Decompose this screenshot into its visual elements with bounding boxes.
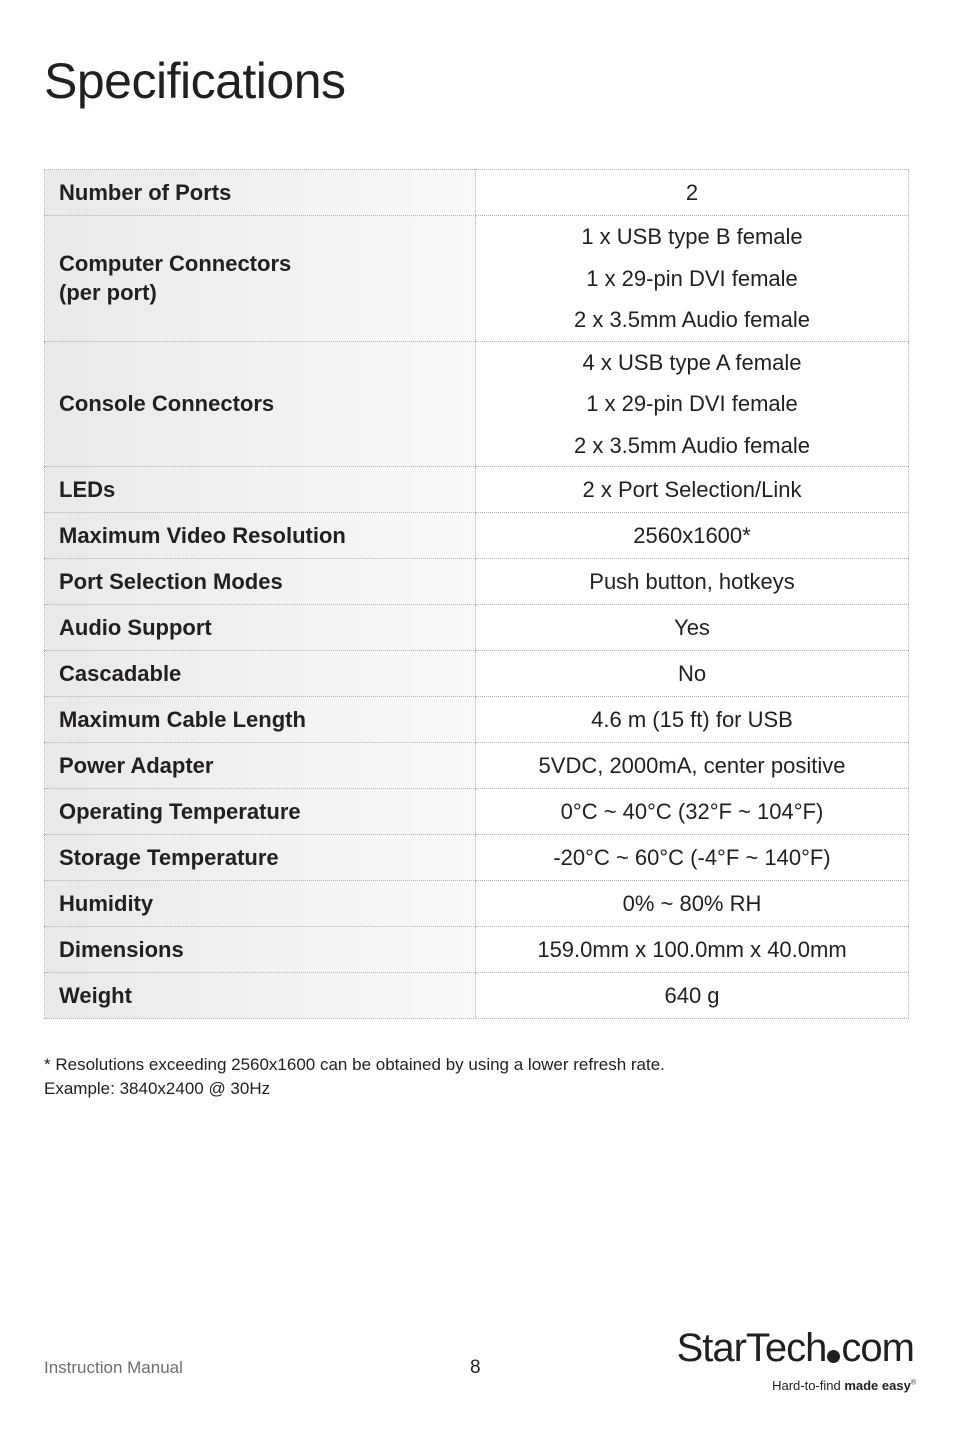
spec-value bbox=[476, 973, 909, 1019]
spec-label bbox=[45, 216, 476, 342]
spec-label bbox=[45, 341, 476, 467]
spec-row bbox=[45, 170, 909, 216]
spec-value-line: 4 x USB type A female bbox=[582, 349, 802, 375]
spec-value bbox=[476, 881, 909, 927]
spec-label bbox=[45, 789, 476, 835]
spec-label bbox=[45, 927, 476, 973]
spec-value-line: 1 x USB type B female bbox=[581, 224, 803, 249]
logo-tagline bbox=[772, 1378, 916, 1393]
spec-value-line: -20°C ~ 60°C (-4°F ~ 140°F) bbox=[553, 844, 831, 870]
spec-label-text: Number of Ports bbox=[59, 180, 232, 205]
spec-label-text: Maximum Video Resolution bbox=[59, 523, 346, 548]
logo-tagline-regular: Hard-to-find bbox=[772, 1378, 845, 1393]
spec-value bbox=[476, 835, 909, 881]
spec-value bbox=[476, 743, 909, 789]
spec-row bbox=[45, 881, 909, 927]
spec-label-text: Weight bbox=[59, 983, 132, 1008]
footnote-line-2: Example: 3840x2400 @ 30Hz bbox=[44, 1079, 271, 1098]
spec-value bbox=[476, 651, 909, 697]
spec-value-line: 2 x 3.5mm Audio female bbox=[573, 432, 810, 458]
spec-row bbox=[45, 973, 909, 1019]
spec-value bbox=[476, 513, 909, 559]
spec-label-text: Audio Support bbox=[59, 615, 212, 640]
spec-label bbox=[45, 973, 476, 1019]
spec-label-text: (per port) bbox=[59, 280, 157, 306]
spec-value bbox=[476, 170, 909, 216]
spec-row bbox=[45, 697, 909, 743]
spec-label bbox=[45, 559, 476, 605]
spec-label-text: Humidity bbox=[59, 891, 154, 916]
spec-value-line: 2 x 3.5mm Audio female bbox=[573, 307, 810, 332]
page-title: Specifications bbox=[44, 53, 346, 109]
spec-label-text: Storage Temperature bbox=[59, 845, 279, 870]
spec-value-line: 1 x 29-pin DVI female bbox=[586, 391, 798, 416]
startech-logo bbox=[670, 1326, 920, 1398]
spec-label bbox=[45, 835, 476, 881]
spec-label bbox=[45, 605, 476, 651]
spec-label bbox=[45, 513, 476, 559]
spec-value bbox=[476, 341, 909, 467]
spec-value bbox=[476, 559, 909, 605]
logo-brand-right: com bbox=[841, 1326, 914, 1370]
spec-row bbox=[45, 216, 909, 342]
spec-row bbox=[45, 513, 909, 559]
specifications-table bbox=[44, 169, 909, 1019]
spec-value-line: Push button, hotkeys bbox=[589, 568, 795, 594]
spec-value-line: 4.6 m (15 ft) for USB bbox=[591, 706, 793, 732]
footnote-line-1: * Resolutions exceeding 2560x1600 can be obtained by using a lower refresh rate. bbox=[44, 1055, 665, 1074]
spec-value-line: 2560x1600* bbox=[633, 522, 751, 548]
spec-label-text: Dimensions bbox=[59, 937, 184, 962]
footnote bbox=[44, 1053, 665, 1101]
spec-label-text: Cascadable bbox=[59, 661, 182, 686]
spec-label bbox=[45, 651, 476, 697]
spec-label-text: Maximum Cable Length bbox=[59, 707, 306, 732]
spec-row bbox=[45, 467, 909, 513]
spec-label-text: Operating Temperature bbox=[59, 799, 301, 824]
page-number: 8 bbox=[470, 1357, 481, 1378]
spec-label bbox=[45, 697, 476, 743]
spec-label-text: Console Connectors bbox=[59, 391, 275, 417]
spec-value-line: 640 g bbox=[664, 982, 720, 1008]
spec-row bbox=[45, 835, 909, 881]
spec-value-line: 1 x 29-pin DVI female bbox=[586, 265, 798, 291]
spec-value-line: 2 x Port Selection/Link bbox=[582, 476, 802, 502]
spec-row bbox=[45, 789, 909, 835]
spec-row bbox=[45, 559, 909, 605]
spec-value-line: 0°C ~ 40°C (32°F ~ 104°F) bbox=[560, 798, 824, 824]
spec-value-line: Yes bbox=[674, 614, 710, 640]
logo-wordmark bbox=[677, 1326, 914, 1371]
spec-value-line: 159.0mm x 100.0mm x 40.0mm bbox=[537, 936, 847, 962]
spec-label-text: Computer Connectors bbox=[59, 251, 292, 277]
spec-row bbox=[45, 605, 909, 651]
spec-value-line: 0% ~ 80% RH bbox=[622, 890, 762, 916]
spec-label-text: Power Adapter bbox=[59, 753, 214, 778]
logo-brand-left: StarTech bbox=[676, 1326, 827, 1370]
spec-value-line: No bbox=[677, 660, 707, 686]
footer-document-name: Instruction Manual bbox=[44, 1358, 183, 1377]
spec-value bbox=[476, 697, 909, 743]
spec-row bbox=[45, 743, 909, 789]
spec-value bbox=[476, 216, 909, 342]
spec-value bbox=[476, 789, 909, 835]
spec-label-text: LEDs bbox=[59, 477, 116, 502]
spec-value-line: 2 bbox=[685, 179, 699, 205]
logo-registered-mark: ® bbox=[910, 1379, 916, 1387]
logo-dot-icon bbox=[827, 1350, 840, 1363]
spec-value-line: 5VDC, 2000mA, center positive bbox=[538, 752, 846, 778]
spec-label bbox=[45, 881, 476, 927]
logo-tagline-bold: made easy bbox=[844, 1378, 911, 1393]
spec-label bbox=[45, 170, 476, 216]
spec-label bbox=[45, 467, 476, 513]
spec-row bbox=[45, 927, 909, 973]
spec-label-text: Port Selection Modes bbox=[59, 569, 283, 594]
spec-value bbox=[476, 467, 909, 513]
spec-value bbox=[476, 927, 909, 973]
spec-label bbox=[45, 743, 476, 789]
spec-value bbox=[476, 605, 909, 651]
spec-row bbox=[45, 651, 909, 697]
spec-row bbox=[45, 341, 909, 467]
